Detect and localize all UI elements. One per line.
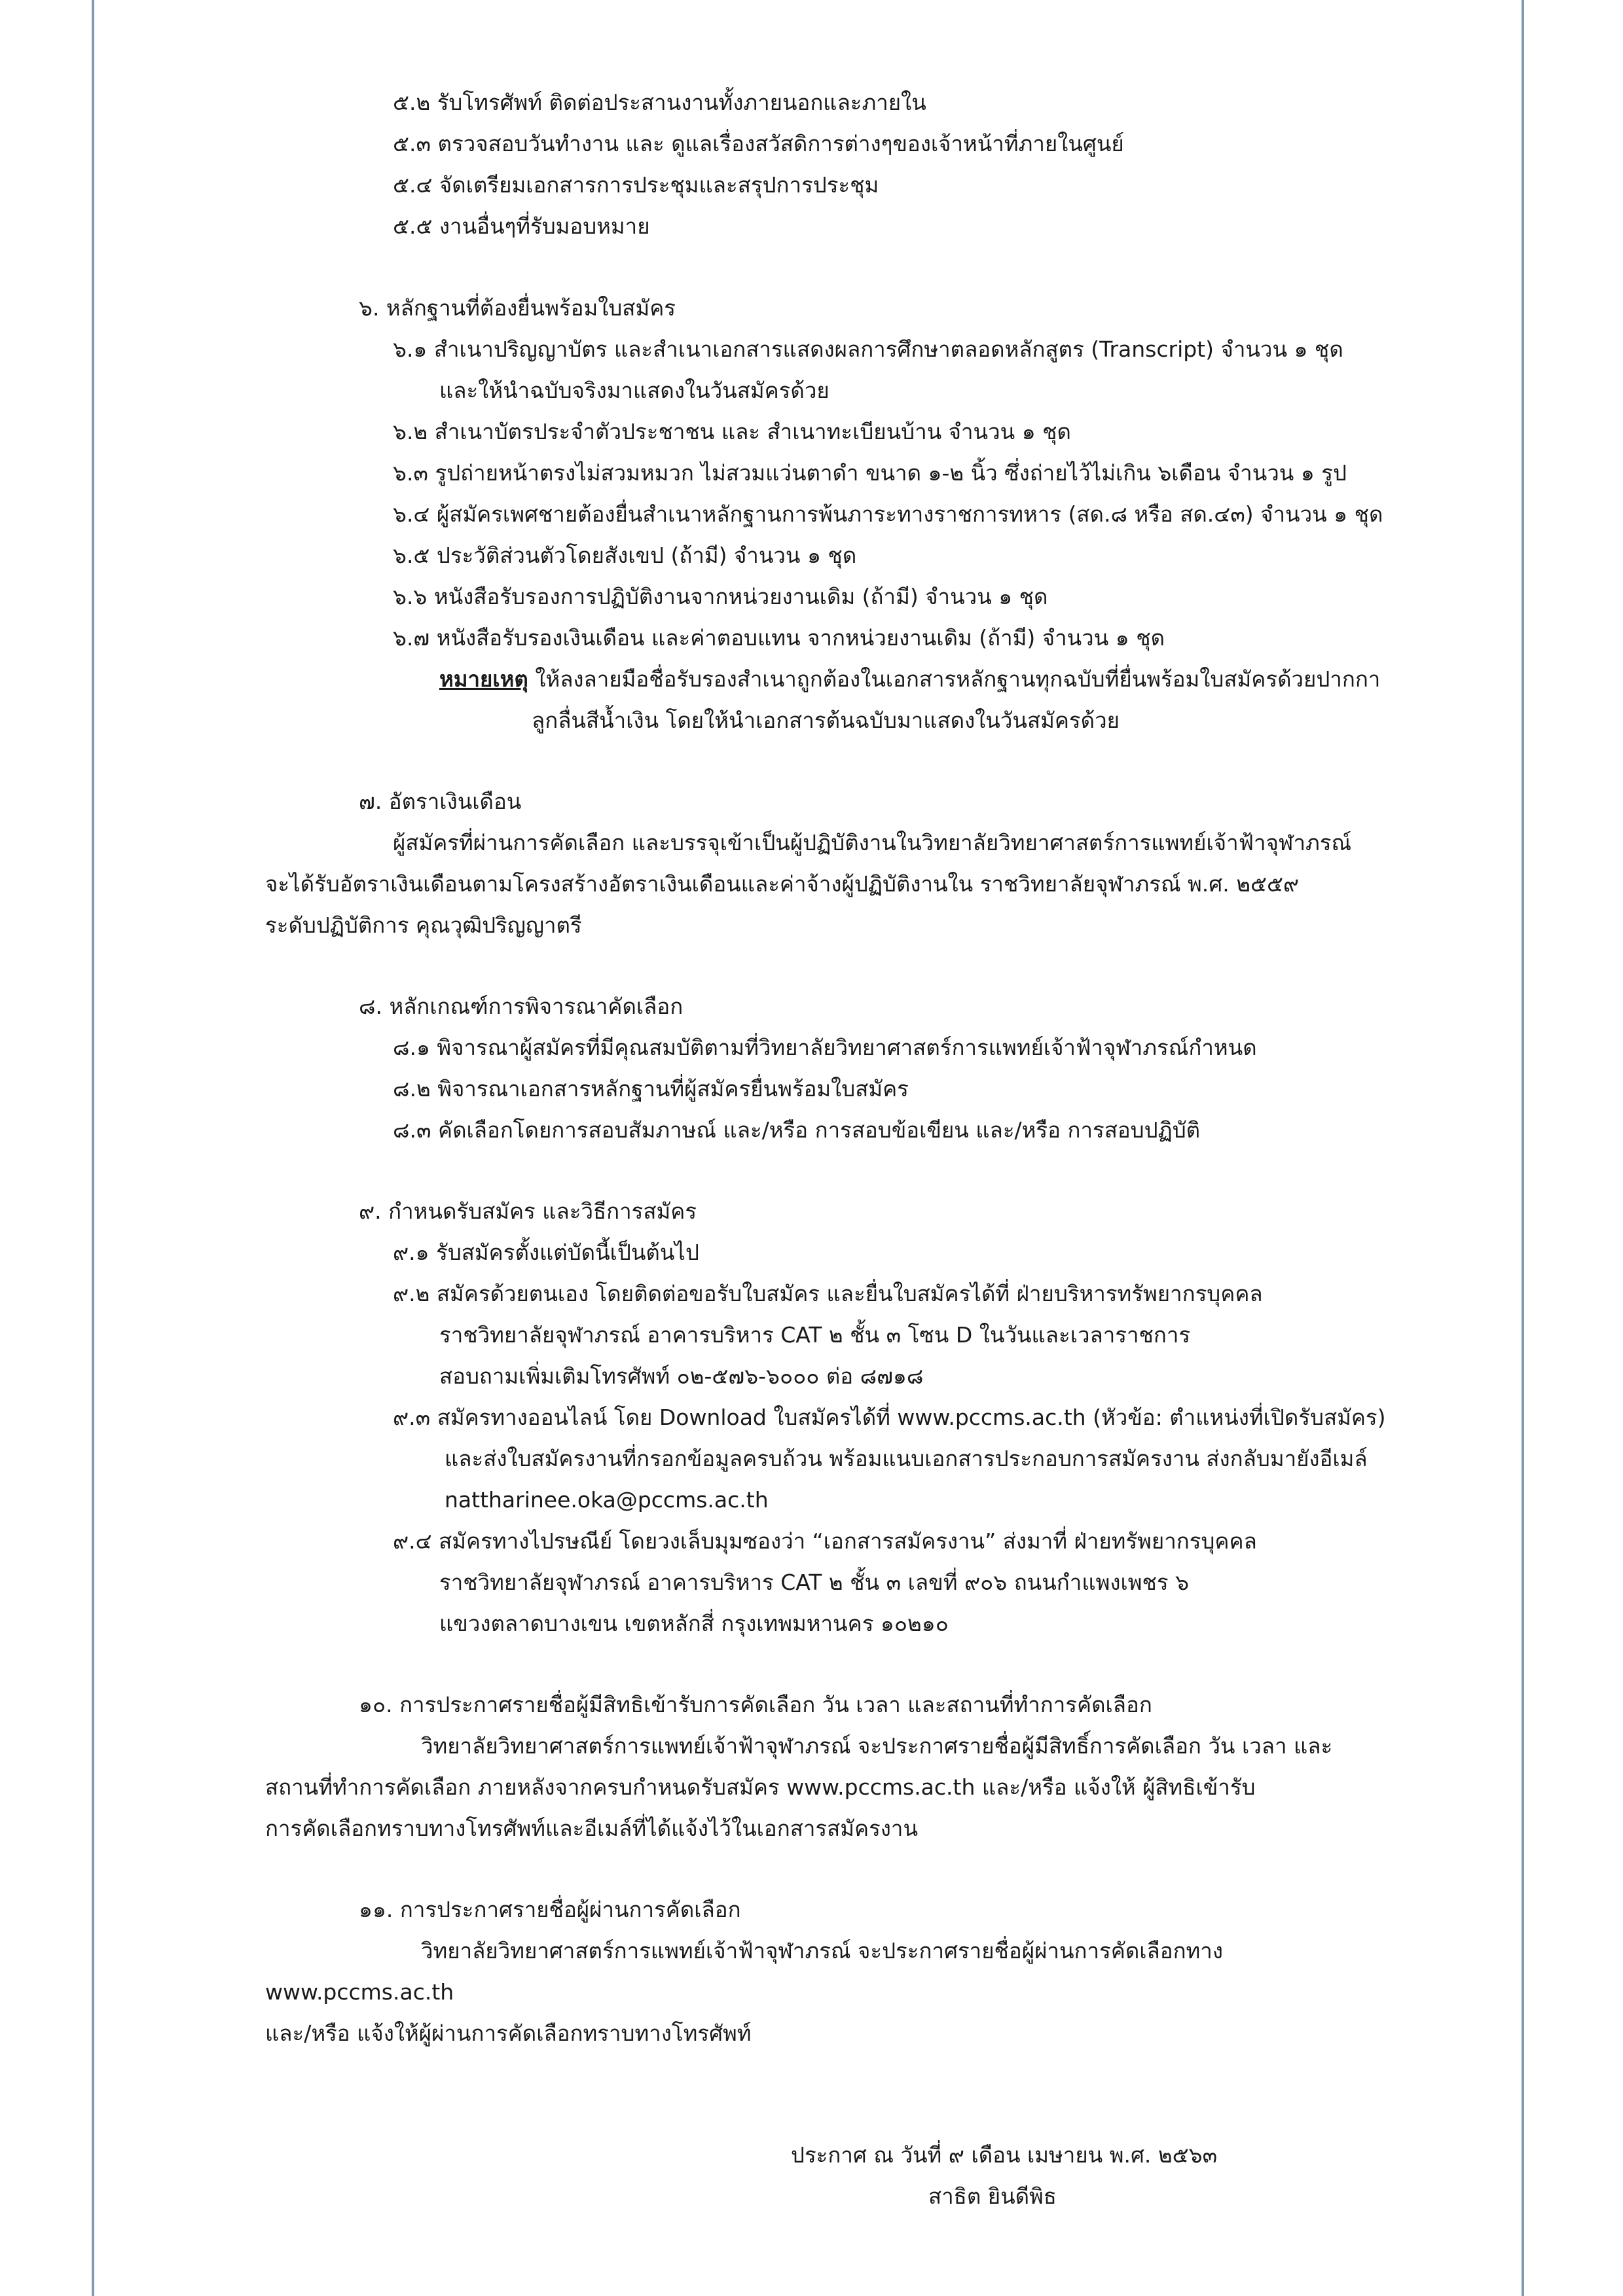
section9-line: ๙.๑ รับสมัครตั้งแต่บัดนี้เป็นต้นไป (393, 1240, 699, 1265)
section6-item: ๖.๖ หนังสือรับรองการปฏิบัติงานจากหน่วยงานเดิม (ถ้ามี) จำนวน ๑ ชุด (393, 584, 1048, 609)
signatory-name: สาธิต ยินดีพิธ (928, 2183, 1057, 2209)
section6-note-continued: ลูกลื่นสีน้ำเงิน โดยให้นำเอกสารต้นฉบับมาแสดงในวันสมัครด้วย (532, 708, 1120, 733)
section9-line: ๙.๒ สมัครด้วยตนเอง โดยติดต่อขอรับใบสมัคร และยื่นใบสมัครได้ที่ ฝ่ายบริหารทรัพยากรบุคคล (393, 1281, 1263, 1306)
section6-item: ๖.๑ สำเนาปริญญาบัตร และสำเนาเอกสารแสดงผลการศึกษาตลอดหลักสูตร (Transcript) จำนวน ๑ ชุด (393, 336, 1343, 362)
section7-line: ระดับปฏิบัติการ คุณวุฒิปริญญาตรี (265, 912, 582, 938)
section10-heading: ๑๐. การประกาศรายชื่อผู้มีสิทธิเข้ารับการคัดเลือก วัน เวลา และสถานที่ทำการคัดเลือก (359, 1692, 1152, 1717)
section5-item: ๕.๒ รับโทรศัพท์ ติดต่อประสานงานทั้งภายนอกและภายใน (393, 90, 926, 115)
section11-link: www.pccms.ac.th (265, 1979, 454, 2005)
section6-item: ๖.๕ ประวัติส่วนตัวโดยสังเขป (ถ้ามี) จำนวน ๑ ชุด (393, 543, 857, 568)
section9-line: ราชวิทยาลัยจุฬาภรณ์ อาคารบริหาร CAT ๒ ชั้น ๓ โซน D ในวันและเวลาราชการ (439, 1322, 1191, 1348)
section6-item: ๖.๗ หนังสือรับรองเงินเดือน และค่าตอบแทน จากหน่วยงานเดิม (ถ้ามี) จำนวน ๑ ชุด (393, 625, 1165, 651)
section8-heading: ๘. หลักเกณฑ์การพิจารณาคัดเลือก (359, 994, 684, 1019)
section11-line: วิทยาลัยวิทยาศาสตร์การแพทย์เจ้าฟ้าจุฬาภรณ์ จะประกาศรายชื่อผู้ผ่านการคัดเลือกทาง (421, 1938, 1223, 1964)
section7-line: ผู้สมัครที่ผ่านการคัดเลือก และบรรจุเข้าเป็นผู้ปฏิบัติงานในวิทยาลัยวิทยาศาสตร์การแพทย์เจ้าฟ้าจุฬาภรณ์ (393, 830, 1352, 855)
section10-line: การคัดเลือกทราบทางโทรศัพท์และอีเมล์ที่ได้แจ้งไว้ในเอกสารสมัครงาน (265, 1816, 919, 1841)
section11-line: และ/หรือ แจ้งให้ผู้ผ่านการคัดเลือกทราบทางโทรศัพท์ (265, 2020, 752, 2046)
section9-line: แขวงตลาดบางเขน เขตหลักสี่ กรุงเทพมหานคร ๑๐๒๑๐ (439, 1611, 949, 1636)
section6-item: และให้นำฉบับจริงมาแสดงในวันสมัครด้วย (439, 378, 830, 403)
note-label: หมายเหตุ (439, 666, 528, 692)
section6-item: ๖.๒ สำเนาบัตรประจำตัวประชาชน และ สำเนาทะเบียนบ้าน จำนวน ๑ ชุด (393, 419, 1071, 444)
section6-note (439, 668, 1380, 690)
section9-heading: ๙. กำหนดรับสมัคร และวิธีการสมัคร (359, 1198, 697, 1224)
section7-line: จะได้รับอัตราเงินเดือนตามโครงสร้างอัตราเงินเดือนและค่าจ้างผู้ปฏิบัติงานใน ราชวิทยาลัยจุฬาภรณ์ พ.ศ. ๒๕๕๙ (265, 871, 1300, 897)
section9-line: สอบถามเพิ่มเติมโทรศัพท์ ๐๒-๕๗๖-๖๐๐๐ ต่อ ๘๗๑๘ (439, 1363, 924, 1389)
section10-line: วิทยาลัยวิทยาศาสตร์การแพทย์เจ้าฟ้าจุฬาภรณ์ จะประกาศรายชื่อผู้มีสิทธิ์การคัดเลือก วัน เวลา และ (421, 1733, 1333, 1759)
section5-item: ๕.๕ งานอื่นๆที่รับมอบหมาย (393, 213, 650, 239)
section8-item: ๘.๒ พิจารณาเอกสารหลักฐานที่ผู้สมัครยื่นพร้อมใบสมัคร (393, 1076, 909, 1102)
section9-line: ๙.๓ สมัครทางออนไลน์ โดย Download ใบสมัครได้ที่ www.pccms.ac.th (หัวข้อ: ตำแหน่งที่เปิดรับสมัคร) (393, 1405, 1386, 1430)
left-margin-rule (92, 0, 94, 2296)
section8-item: ๘.๑ พิจารณาผู้สมัครที่มีคุณสมบัติตามที่วิทยาลัยวิทยาศาสตร์การแพทย์เจ้าฟ้าจุฬาภรณ์กำหนด (393, 1035, 1257, 1060)
section5-item: ๕.๓ ตรวจสอบวันทำงาน และ ดูแลเรื่องสวัสดิการต่างๆของเจ้าหน้าที่ภายในศูนย์ (393, 131, 1124, 156)
section9-line: ๙.๔ สมัครทางไปรษณีย์ โดยวงเล็บมุมซองว่า “เอกสารสมัครงาน” ส่งมาที่ ฝ่ายทรัพยากรบุคคล (393, 1528, 1257, 1554)
section6-item: ๖.๔ ผู้สมัครเพศชายต้องยื่นสำเนาหลักฐานการพ้นภาระทางราชการทหาร (สด.๘ หรือ สด.๔๓) จำนวน ๑ ชุด (393, 501, 1383, 527)
section10-line: สถานที่ทำการคัดเลือก ภายหลังจากครบกำหนดรับสมัคร www.pccms.ac.th และ/หรือ แจ้งให้ ผู้สิทธิเข้ารับ (265, 1774, 1256, 1800)
announcement-date: ประกาศ ณ วันที่ ๙ เดือน เมษายน พ.ศ. ๒๕๖๓ (791, 2142, 1218, 2168)
section11-heading: ๑๑. การประกาศรายชื่อผู้ผ่านการคัดเลือก (359, 1897, 741, 1922)
note-text: ให้ลงลายมือชื่อรับรองสำเนาถูกต้องในเอกสารหลักฐานทุกฉบับที่ยื่นพร้อมใบสมัครด้วยปากกา (528, 666, 1381, 692)
section8-item: ๘.๓ คัดเลือกโดยการสอบสัมภาษณ์ และ/หรือ การสอบข้อเขียน และ/หรือ การสอบปฏิบัติ (393, 1117, 1201, 1143)
section9-line: ราชวิทยาลัยจุฬาภรณ์ อาคารบริหาร CAT ๒ ชั้น ๓ เลขที่ ๙๐๖ ถนนกำแพงเพชร ๖ (439, 1570, 1190, 1595)
section9-email: nattharinee.oka@pccms.ac.th (445, 1487, 769, 1513)
section6-heading: ๖. หลักฐานที่ต้องยื่นพร้อมใบสมัคร (359, 295, 676, 321)
section6-item: ๖.๓ รูปถ่ายหน้าตรงไม่สวมหมวก ไม่สวมแว่นตาดำ ขนาด ๑-๒ นิ้ว ซึ่งถ่ายไว้ไม่เกิน ๖เดือน จำนวน ๑ รูป (393, 460, 1347, 486)
section7-heading: ๗. อัตราเงินเดือน (359, 789, 522, 814)
right-margin-rule (1522, 0, 1524, 2296)
section9-line: และส่งใบสมัครงานที่กรอกข้อมูลครบถ้วน พร้อมแนบเอกสารประกอบการสมัครงาน ส่งกลับมายังอีเมล์ (445, 1446, 1368, 1471)
section5-item: ๕.๔ จัดเตรียมเอกสารการประชุมและสรุปการประชุม (393, 172, 879, 198)
